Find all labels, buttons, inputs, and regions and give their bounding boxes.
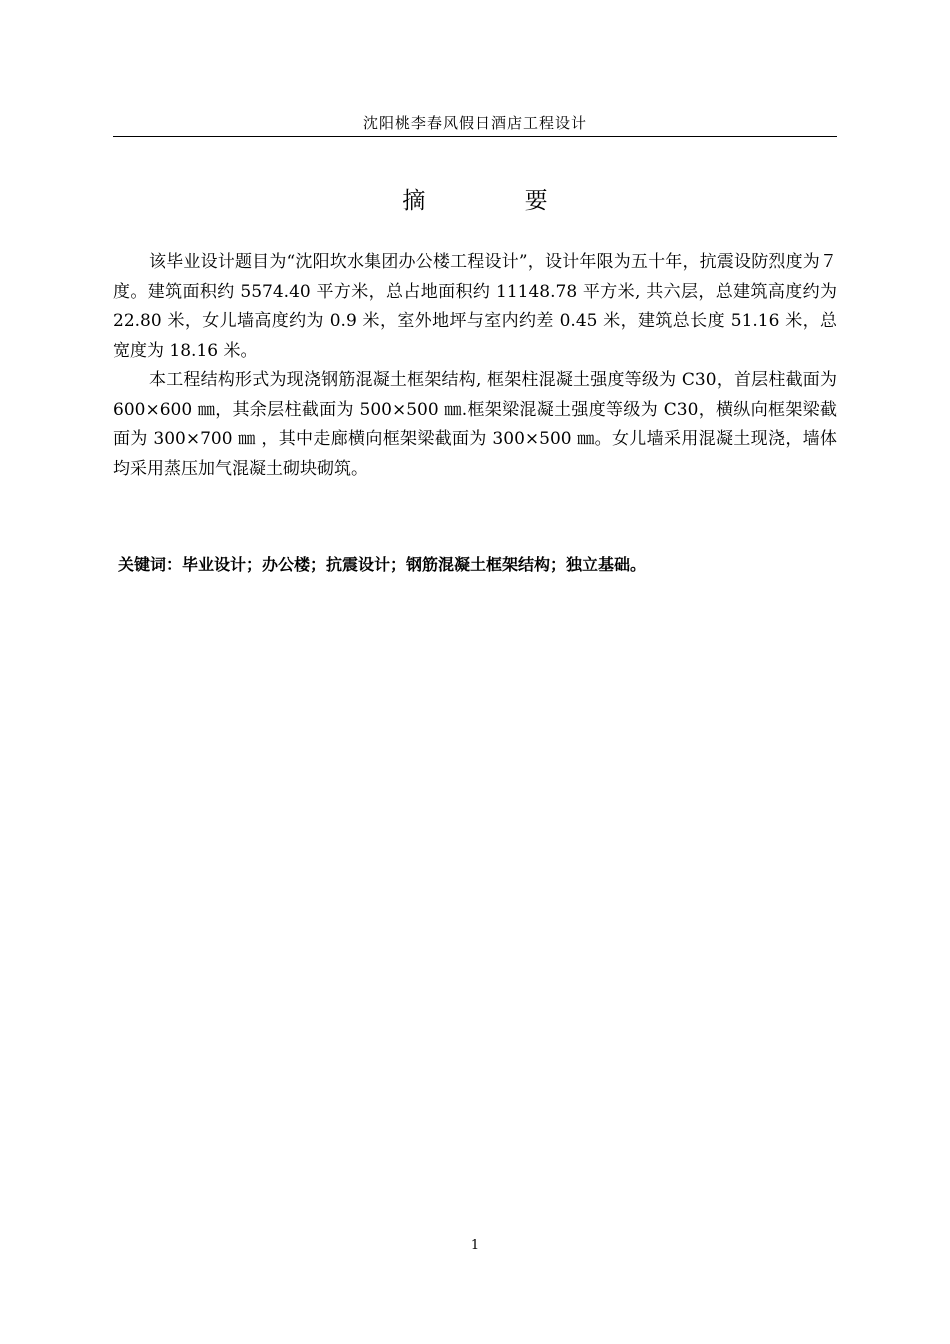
- abstract-body: [113, 248, 837, 484]
- running-header: 沈阳桃李春风假日酒店工程设计: [362, 114, 587, 132]
- abstract-heading: 摘 要: [402, 188, 594, 214]
- abstract-paragraph-1: 该毕业设计题目为“沈阳坎水集团办公楼工程设计”，设计年限为五十年，抗震设防烈度为７度。建筑面积约 5574.40 平方米，总占地面积约 11148.78 平方米, 共六层，总建筑高度约为 22.80 米，女儿墙高度约为 0.9 米，室外地坪与室内约差 0.45 米，建筑总长度 51.16 米，总宽度为 18.16 米。: [113, 252, 837, 361]
- header-divider: [113, 136, 837, 137]
- keywords-line: 关键词：毕业设计；办公楼；抗震设计；钢筋混凝土框架结构；独立基础。: [118, 555, 647, 574]
- page-number: 1: [470, 1238, 480, 1253]
- abstract-paragraph-2: 本工程结构形式为现浇钢筋混凝土框架结构, 框架柱混凝土强度等级为 C30，首层柱截面为 600×600 ㎜，其余层柱截面为 500×500 ㎜.框架梁混凝土强度等级为 C30，横纵向框架梁截面为 300×700 ㎜ ，其中走廊横向框架梁截面为 300×500 ㎜。女儿墙采用混凝土现浇，墙体均采用蒸压加气混凝土砌块砌筑。: [113, 370, 837, 479]
